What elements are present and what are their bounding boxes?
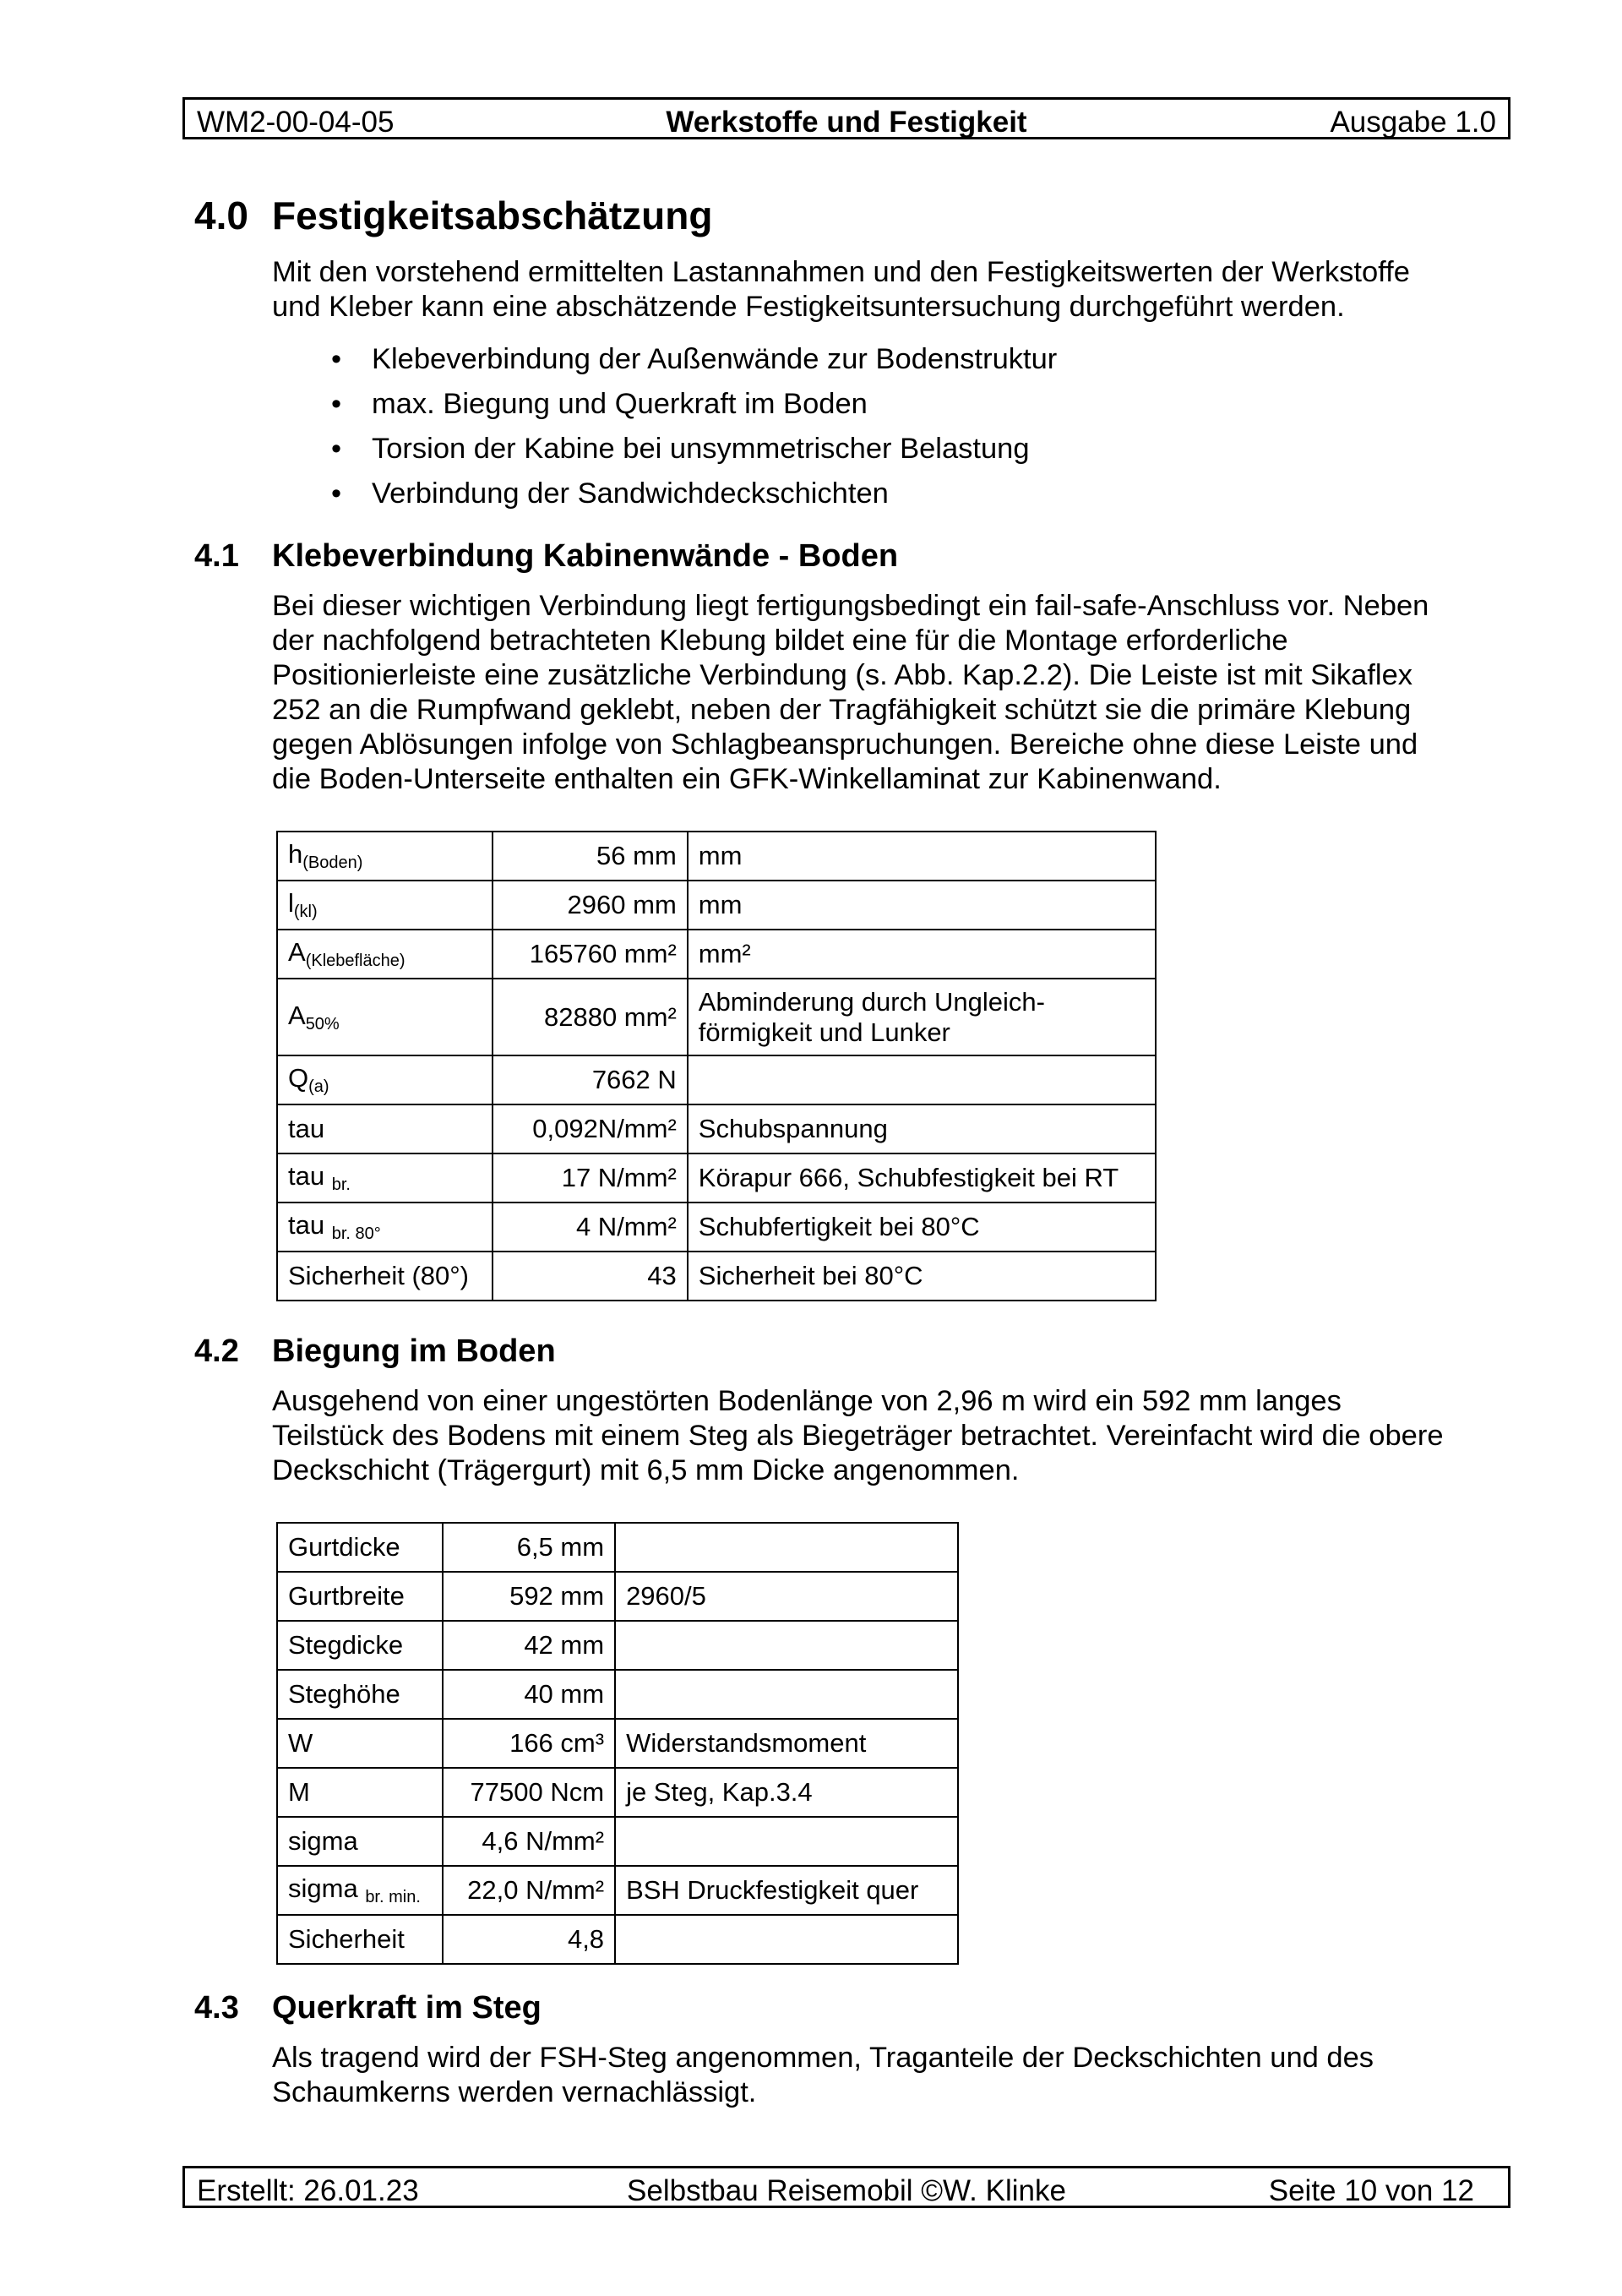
- parameter-symbol: l: [288, 888, 294, 918]
- parameter-subscript: br.: [331, 1175, 351, 1194]
- cell-parameter: [277, 881, 493, 930]
- table-row: [277, 1719, 958, 1768]
- cell-parameter: [277, 1252, 493, 1301]
- table-row: [277, 1572, 958, 1621]
- cell-value: 2960 mm: [493, 881, 688, 930]
- cell-parameter: [277, 832, 493, 881]
- cell-value: 56 mm: [493, 832, 688, 881]
- paragraph-line: Ausgehend von einer ungestörten Bodenlänge von 2,96 m wird ein 592 mm langes: [272, 1385, 1342, 1417]
- parameter-symbol: Sicherheit (80°): [288, 1261, 469, 1290]
- parameter-subscript: br. 80°: [331, 1224, 381, 1243]
- table-row: [277, 1621, 958, 1670]
- paragraph-line: Deckschicht (Trägergurt) mit 6,5 mm Dicke angenommen.: [272, 1454, 1020, 1486]
- page-footer: [182, 2166, 1510, 2208]
- cell-note: [688, 979, 1156, 1055]
- cell-note: [688, 1252, 1156, 1301]
- cell-note: [688, 1104, 1156, 1153]
- cell-note: [615, 1719, 958, 1768]
- created-date: Erstellt: 26.01.23: [197, 2174, 419, 2207]
- table-row: [277, 930, 1156, 979]
- paragraph-line: die Boden-Unterseite enthalten ein GFK-Winkellaminat zur Kabinenwand.: [272, 763, 1222, 795]
- section-title: Festigkeitsabschätzung: [272, 194, 713, 237]
- paragraph-line: Positionierleiste eine zusätzliche Verbindung (s. Abb. Kap.2.2). Die Leiste ist mit Sikaflex: [272, 659, 1413, 691]
- parameter-symbol: Gurtbreite: [288, 1581, 405, 1611]
- note-text: je Steg, Kap.3.4: [626, 1777, 813, 1807]
- cell-parameter: [277, 1572, 443, 1621]
- table-row: [277, 881, 1156, 930]
- cell-parameter: [277, 1670, 443, 1719]
- edition: Ausgabe 1.0: [1330, 106, 1496, 139]
- table-row: [277, 1203, 1156, 1252]
- note-text: Widerstandsmoment: [626, 1728, 867, 1758]
- paragraph-line: gegen Ablösungen infolge von Schlagbeanspruchungen. Bereiche ohne diese Leiste und: [272, 728, 1418, 761]
- table-row: [277, 1817, 958, 1866]
- cell-value: 40 mm: [443, 1670, 615, 1719]
- cell-note: [615, 1817, 958, 1866]
- cell-value: 22,0 N/mm²: [443, 1866, 615, 1915]
- section-title: Querkraft im Steg: [272, 1990, 542, 2026]
- cell-value: 42 mm: [443, 1621, 615, 1670]
- cell-value: 592 mm: [443, 1572, 615, 1621]
- paragraph-line: und Kleber kann eine abschätzende Festigkeitsuntersuchung durchgeführt werden.: [272, 291, 1345, 323]
- list-item-text: Klebeverbindung der Außenwände zur Bodenstruktur: [372, 343, 1058, 375]
- note-text: förmigkeit und Lunker: [698, 1017, 950, 1047]
- cell-value: 43: [493, 1252, 688, 1301]
- paragraph-line: Mit den vorstehend ermittelten Lastannahmen und den Festigkeitswerten der Werkstoffe: [272, 256, 1410, 288]
- intro-paragraph: [272, 255, 1489, 324]
- cell-parameter: [277, 1203, 493, 1252]
- bullet-icon: •: [331, 433, 342, 465]
- note-text: Schubfertigkeit bei 80°C: [698, 1212, 980, 1241]
- note-text: Abminderung durch Ungleich-: [698, 986, 1045, 1017]
- table-row: [277, 1104, 1156, 1153]
- parameter-subscript: (Boden): [302, 854, 363, 872]
- cell-note: [615, 1768, 958, 1817]
- parameter-symbol: tau: [288, 1161, 332, 1191]
- adhesive-strength-table: [276, 831, 1157, 1301]
- note-text: BSH Druckfestigkeit quer: [626, 1875, 919, 1905]
- cell-note: [615, 1572, 958, 1621]
- cell-value: 165760 mm²: [493, 930, 688, 979]
- cell-note: [615, 1523, 958, 1572]
- cell-note: [688, 832, 1156, 881]
- paragraph-line: Als tragend wird der FSH-Steg angenommen, Traganteile der Deckschichten und des: [272, 2042, 1374, 2074]
- cell-note: [615, 1670, 958, 1719]
- table-row: [277, 1153, 1156, 1203]
- paragraph-line: Bei dieser wichtigen Verbindung liegt fertigungsbedingt ein fail-safe-Anschluss vor. Neben: [272, 590, 1429, 622]
- parameter-symbol: sigma: [288, 1826, 358, 1856]
- table-row: [277, 1523, 958, 1572]
- cell-parameter: [277, 1055, 493, 1104]
- cell-parameter: [277, 1153, 493, 1203]
- list-item-text: Verbindung der Sandwichdeckschichten: [372, 477, 889, 510]
- section-number: 4.1: [194, 538, 239, 574]
- cell-value: 6,5 mm: [443, 1523, 615, 1572]
- bullet-icon: •: [331, 388, 342, 420]
- cell-note: [688, 1203, 1156, 1252]
- list-item-text: Torsion der Kabine bei unsymmetrischer Belastung: [372, 433, 1030, 465]
- parameter-symbol: tau: [288, 1114, 325, 1143]
- parameter-subscript: 50%: [305, 1014, 340, 1033]
- section-number: 4.0: [194, 194, 248, 237]
- page-header: [182, 97, 1510, 139]
- cell-parameter: [277, 1817, 443, 1866]
- parameter-symbol: sigma: [288, 1873, 366, 1903]
- parameter-symbol: Sicherheit: [288, 1924, 405, 1954]
- bullet-icon: •: [331, 477, 342, 510]
- note-text: Sicherheit bei 80°C: [698, 1261, 923, 1290]
- note-text: 2960/5: [626, 1581, 706, 1611]
- doc-id: WM2-00-04-05: [197, 106, 395, 139]
- cell-parameter: [277, 1866, 443, 1915]
- parameter-subscript: (Klebefläche): [305, 952, 406, 970]
- cell-value: 17 N/mm²: [493, 1153, 688, 1203]
- cell-note: [688, 881, 1156, 930]
- note-text: Körapur 666, Schubfestigkeit bei RT: [698, 1163, 1119, 1192]
- cell-value: 4 N/mm²: [493, 1203, 688, 1252]
- table-row: [277, 1670, 958, 1719]
- table-row: [277, 1055, 1156, 1104]
- parameter-symbol: Gurtdicke: [288, 1532, 400, 1562]
- cell-parameter: [277, 930, 493, 979]
- note-text: mm: [698, 841, 743, 870]
- cell-note: [688, 930, 1156, 979]
- parameter-symbol: A: [288, 1000, 306, 1030]
- parameter-symbol: M: [288, 1777, 310, 1807]
- list-item-text: max. Biegung und Querkraft im Boden: [372, 388, 868, 420]
- cell-value: 0,092N/mm²: [493, 1104, 688, 1153]
- cell-value: 4,8: [443, 1915, 615, 1964]
- section-number: 4.3: [194, 1990, 239, 2026]
- section-title: Klebeverbindung Kabinenwände - Boden: [272, 538, 899, 574]
- cell-value: 166 cm³: [443, 1719, 615, 1768]
- parameter-symbol: W: [288, 1728, 313, 1758]
- table-row: [277, 1768, 958, 1817]
- table-row: [277, 1866, 958, 1915]
- cell-value: 7662 N: [493, 1055, 688, 1104]
- cell-parameter: [277, 1104, 493, 1153]
- cell-value: 4,6 N/mm²: [443, 1817, 615, 1866]
- bullet-icon: •: [331, 343, 342, 375]
- cell-parameter: [277, 1719, 443, 1768]
- parameter-symbol: tau: [288, 1210, 332, 1240]
- paragraph-line: 252 an die Rumpfwand geklebt, neben der Tragfähigkeit schützt sie die primäre Klebung: [272, 694, 1412, 726]
- parameter-symbol: Steghöhe: [288, 1679, 400, 1709]
- cell-parameter: [277, 979, 493, 1055]
- cell-parameter: [277, 1768, 443, 1817]
- bending-table: [276, 1522, 959, 1965]
- cell-parameter: [277, 1915, 443, 1964]
- parameter-symbol: A: [288, 937, 306, 967]
- cell-value: 77500 Ncm: [443, 1768, 615, 1817]
- cell-note: [688, 1055, 1156, 1104]
- header-title: Werkstoffe und Festigkeit: [666, 106, 1027, 139]
- parameter-symbol: Stegdicke: [288, 1630, 404, 1660]
- parameter-subscript: (kl): [293, 903, 318, 921]
- section-title: Biegung im Boden: [272, 1333, 556, 1369]
- section-number: 4.2: [194, 1333, 239, 1369]
- note-text: mm: [698, 890, 743, 919]
- paragraph-line: Schaumkerns werden vernachlässigt.: [272, 2076, 757, 2108]
- cell-note: [615, 1866, 958, 1915]
- table-row: [277, 1915, 958, 1964]
- page-number: Seite 10 von 12: [1268, 2174, 1474, 2207]
- parameter-subscript: (a): [308, 1077, 329, 1096]
- footer-author: Selbstbau Reisemobil ©W. Klinke: [627, 2174, 1066, 2207]
- cell-parameter: [277, 1621, 443, 1670]
- cell-note: [688, 1153, 1156, 1203]
- cell-value: 82880 mm²: [493, 979, 688, 1055]
- cell-note: [615, 1915, 958, 1964]
- paragraph-4-1: [272, 589, 1489, 797]
- table-row: [277, 979, 1156, 1055]
- paragraph-line: der nachfolgend betrachteten Klebung bildet eine für die Montage erforderliche: [272, 624, 1288, 657]
- table-row: [277, 1252, 1156, 1301]
- paragraph-4-2: [272, 1384, 1489, 1488]
- parameter-subscript: br. min.: [365, 1888, 421, 1906]
- paragraph-line: Teilstück des Bodens mit einem Steg als Biegeträger betrachtet. Vereinfacht wird die obere: [272, 1420, 1444, 1452]
- note-text: Schubspannung: [698, 1114, 888, 1143]
- cell-note: [615, 1621, 958, 1670]
- cell-parameter: [277, 1523, 443, 1572]
- parameter-symbol: h: [288, 839, 303, 869]
- note-text: mm²: [698, 939, 751, 968]
- parameter-symbol: Q: [288, 1063, 309, 1093]
- table-row: [277, 832, 1156, 881]
- paragraph-4-3: [272, 2041, 1489, 2110]
